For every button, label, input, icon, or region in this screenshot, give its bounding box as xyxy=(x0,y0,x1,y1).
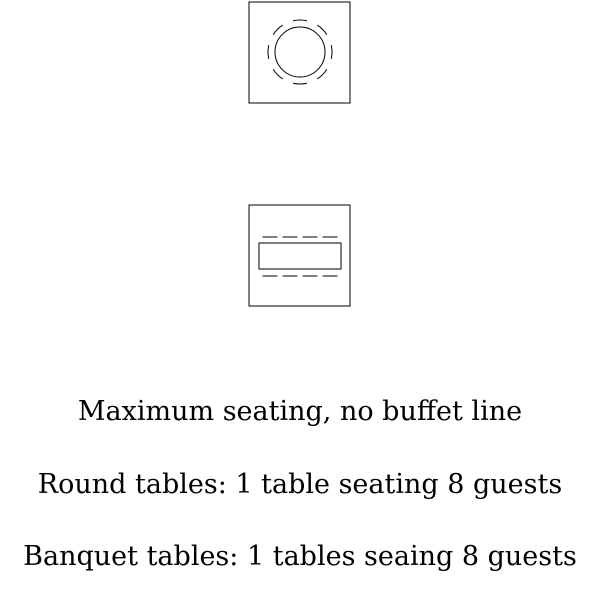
round-seat-8 xyxy=(273,25,283,35)
caption-max-seating: Maximum seating, no buffet line xyxy=(77,396,523,427)
caption-round-tables: Round tables: 1 table seating 8 guests xyxy=(37,469,563,500)
banquet-table xyxy=(259,243,341,269)
round-seat-6 xyxy=(273,69,283,79)
round-seat-5 xyxy=(293,83,307,84)
round-seat-3 xyxy=(331,45,332,59)
round-seat-1 xyxy=(293,20,307,21)
round-table-room-frame xyxy=(249,2,350,103)
round-table xyxy=(275,27,325,77)
round-table-layout xyxy=(249,2,350,103)
round-seat-7 xyxy=(268,45,269,59)
caption-banquet-tables: Banquet tables: 1 tables seaing 8 guests xyxy=(23,541,577,572)
banquet-table-room-frame xyxy=(249,205,350,306)
banquet-table-layout xyxy=(249,205,350,306)
round-seat-2 xyxy=(317,25,327,35)
round-seat-4 xyxy=(317,69,327,79)
round-table-seats xyxy=(268,20,332,84)
